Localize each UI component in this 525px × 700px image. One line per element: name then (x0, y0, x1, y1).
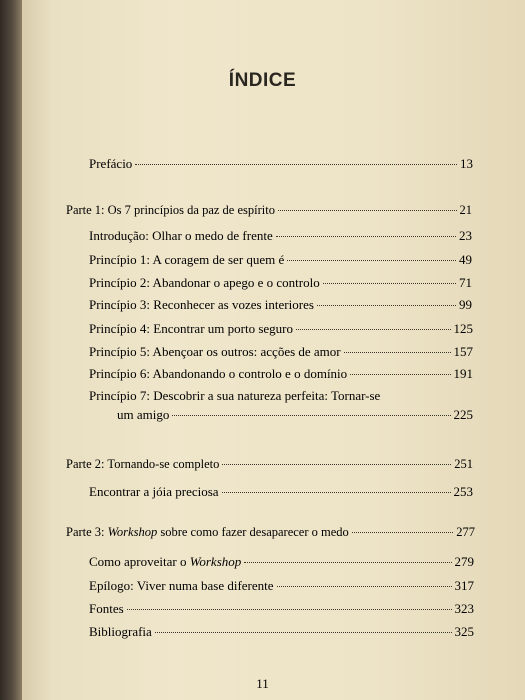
page-number: 11 (256, 676, 269, 691)
entry-label: Princípio 6: Abandonando o controlo e o domínio (89, 366, 348, 381)
toc-entry-parte-2 (66, 456, 473, 472)
entry-page: 99 (459, 297, 472, 312)
toc-entry-principio-3 (89, 297, 472, 313)
dot-leader (135, 164, 457, 165)
entry-page: 21 (459, 203, 472, 217)
toc-entry-principio-7-line-1: Princípio 7: Descobrir a sua natureza perfeita: Tornar-se (89, 388, 381, 403)
entry-label: Princípio 1: A coragem de ser quem é (89, 252, 285, 267)
toc-entry-bibliografia (89, 624, 474, 640)
dot-leader (344, 352, 451, 353)
toc-entry-principio-5 (89, 344, 473, 360)
dot-leader (155, 632, 452, 633)
toc-entry-joia-preciosa (89, 484, 473, 500)
dot-leader (352, 532, 453, 533)
entry-page: 49 (459, 252, 472, 267)
dot-leader (222, 464, 451, 465)
entry-page: 277 (456, 525, 475, 539)
entry-page: 191 (453, 366, 473, 381)
entry-label: Epílogo: Viver numa base diferente (89, 578, 274, 593)
entry-label: Princípio 2: Abandonar o apego e o controlo (89, 275, 320, 290)
page-title: ÍNDICE (228, 70, 297, 91)
entry-page: 125 (453, 321, 473, 336)
dot-leader (244, 562, 451, 563)
toc-entry-introducao (89, 228, 472, 244)
dot-leader (222, 492, 451, 493)
toc-entry-como-aproveitar (89, 554, 474, 570)
dot-leader (277, 586, 452, 587)
toc-entry-parte-3 (66, 524, 475, 540)
toc-entry-principio-1 (89, 252, 472, 268)
dot-leader (278, 210, 457, 211)
entry-label: Encontrar a jóia preciosa (89, 484, 219, 499)
entry-label-continuation: um amigo (117, 407, 170, 422)
toc-entry-epilogo (89, 578, 474, 594)
entry-page: 157 (453, 344, 473, 359)
dot-leader (323, 283, 456, 284)
dot-leader (350, 374, 450, 375)
entry-page: 71 (459, 275, 472, 290)
entry-label: Parte 2: Tornando-se completo (66, 457, 220, 471)
entry-page: 225 (453, 407, 473, 422)
dot-leader (287, 260, 456, 261)
entry-page: 279 (454, 554, 474, 569)
entry-label: Princípio 5: Abençoar os outros: acções de amor (89, 344, 341, 359)
entry-label: Princípio 4: Encontrar um porto seguro (89, 321, 293, 336)
toc-entry-principio-7-line-2 (117, 407, 473, 423)
entry-label: Introdução: Olhar o medo de frente (89, 228, 273, 243)
entry-page: 23 (459, 228, 472, 243)
toc-entry-parte-1 (66, 202, 472, 218)
entry-label: Parte 1: Os 7 princípios da paz de espírito (66, 203, 275, 217)
toc-entry-principio-4 (89, 321, 473, 337)
entry-page: 13 (460, 156, 473, 171)
toc-entry-principio-6 (89, 366, 473, 382)
entry-label: Prefácio (89, 156, 133, 171)
entry-page: 325 (454, 624, 474, 639)
entry-page: 317 (454, 578, 474, 593)
dot-leader (276, 236, 456, 237)
entry-label: Bibliografia (89, 624, 152, 639)
entry-label: Como aproveitar o Workshop (89, 554, 242, 569)
entry-page: 251 (454, 457, 473, 471)
entry-page: 253 (453, 484, 473, 499)
entry-label: Fontes (89, 601, 124, 616)
toc-entry-fontes (89, 601, 474, 617)
dot-leader (317, 305, 456, 306)
entry-label: Princípio 3: Reconhecer as vozes interiores (89, 297, 314, 312)
toc-entry-principio-2 (89, 275, 472, 291)
toc-entry-prefacio (89, 156, 473, 172)
dot-leader (127, 609, 452, 610)
dot-leader (172, 415, 450, 416)
entry-label: Parte 3: Workshop sobre como fazer desaparecer o medo (66, 525, 349, 539)
entry-page: 323 (454, 601, 474, 616)
dot-leader (296, 329, 451, 330)
